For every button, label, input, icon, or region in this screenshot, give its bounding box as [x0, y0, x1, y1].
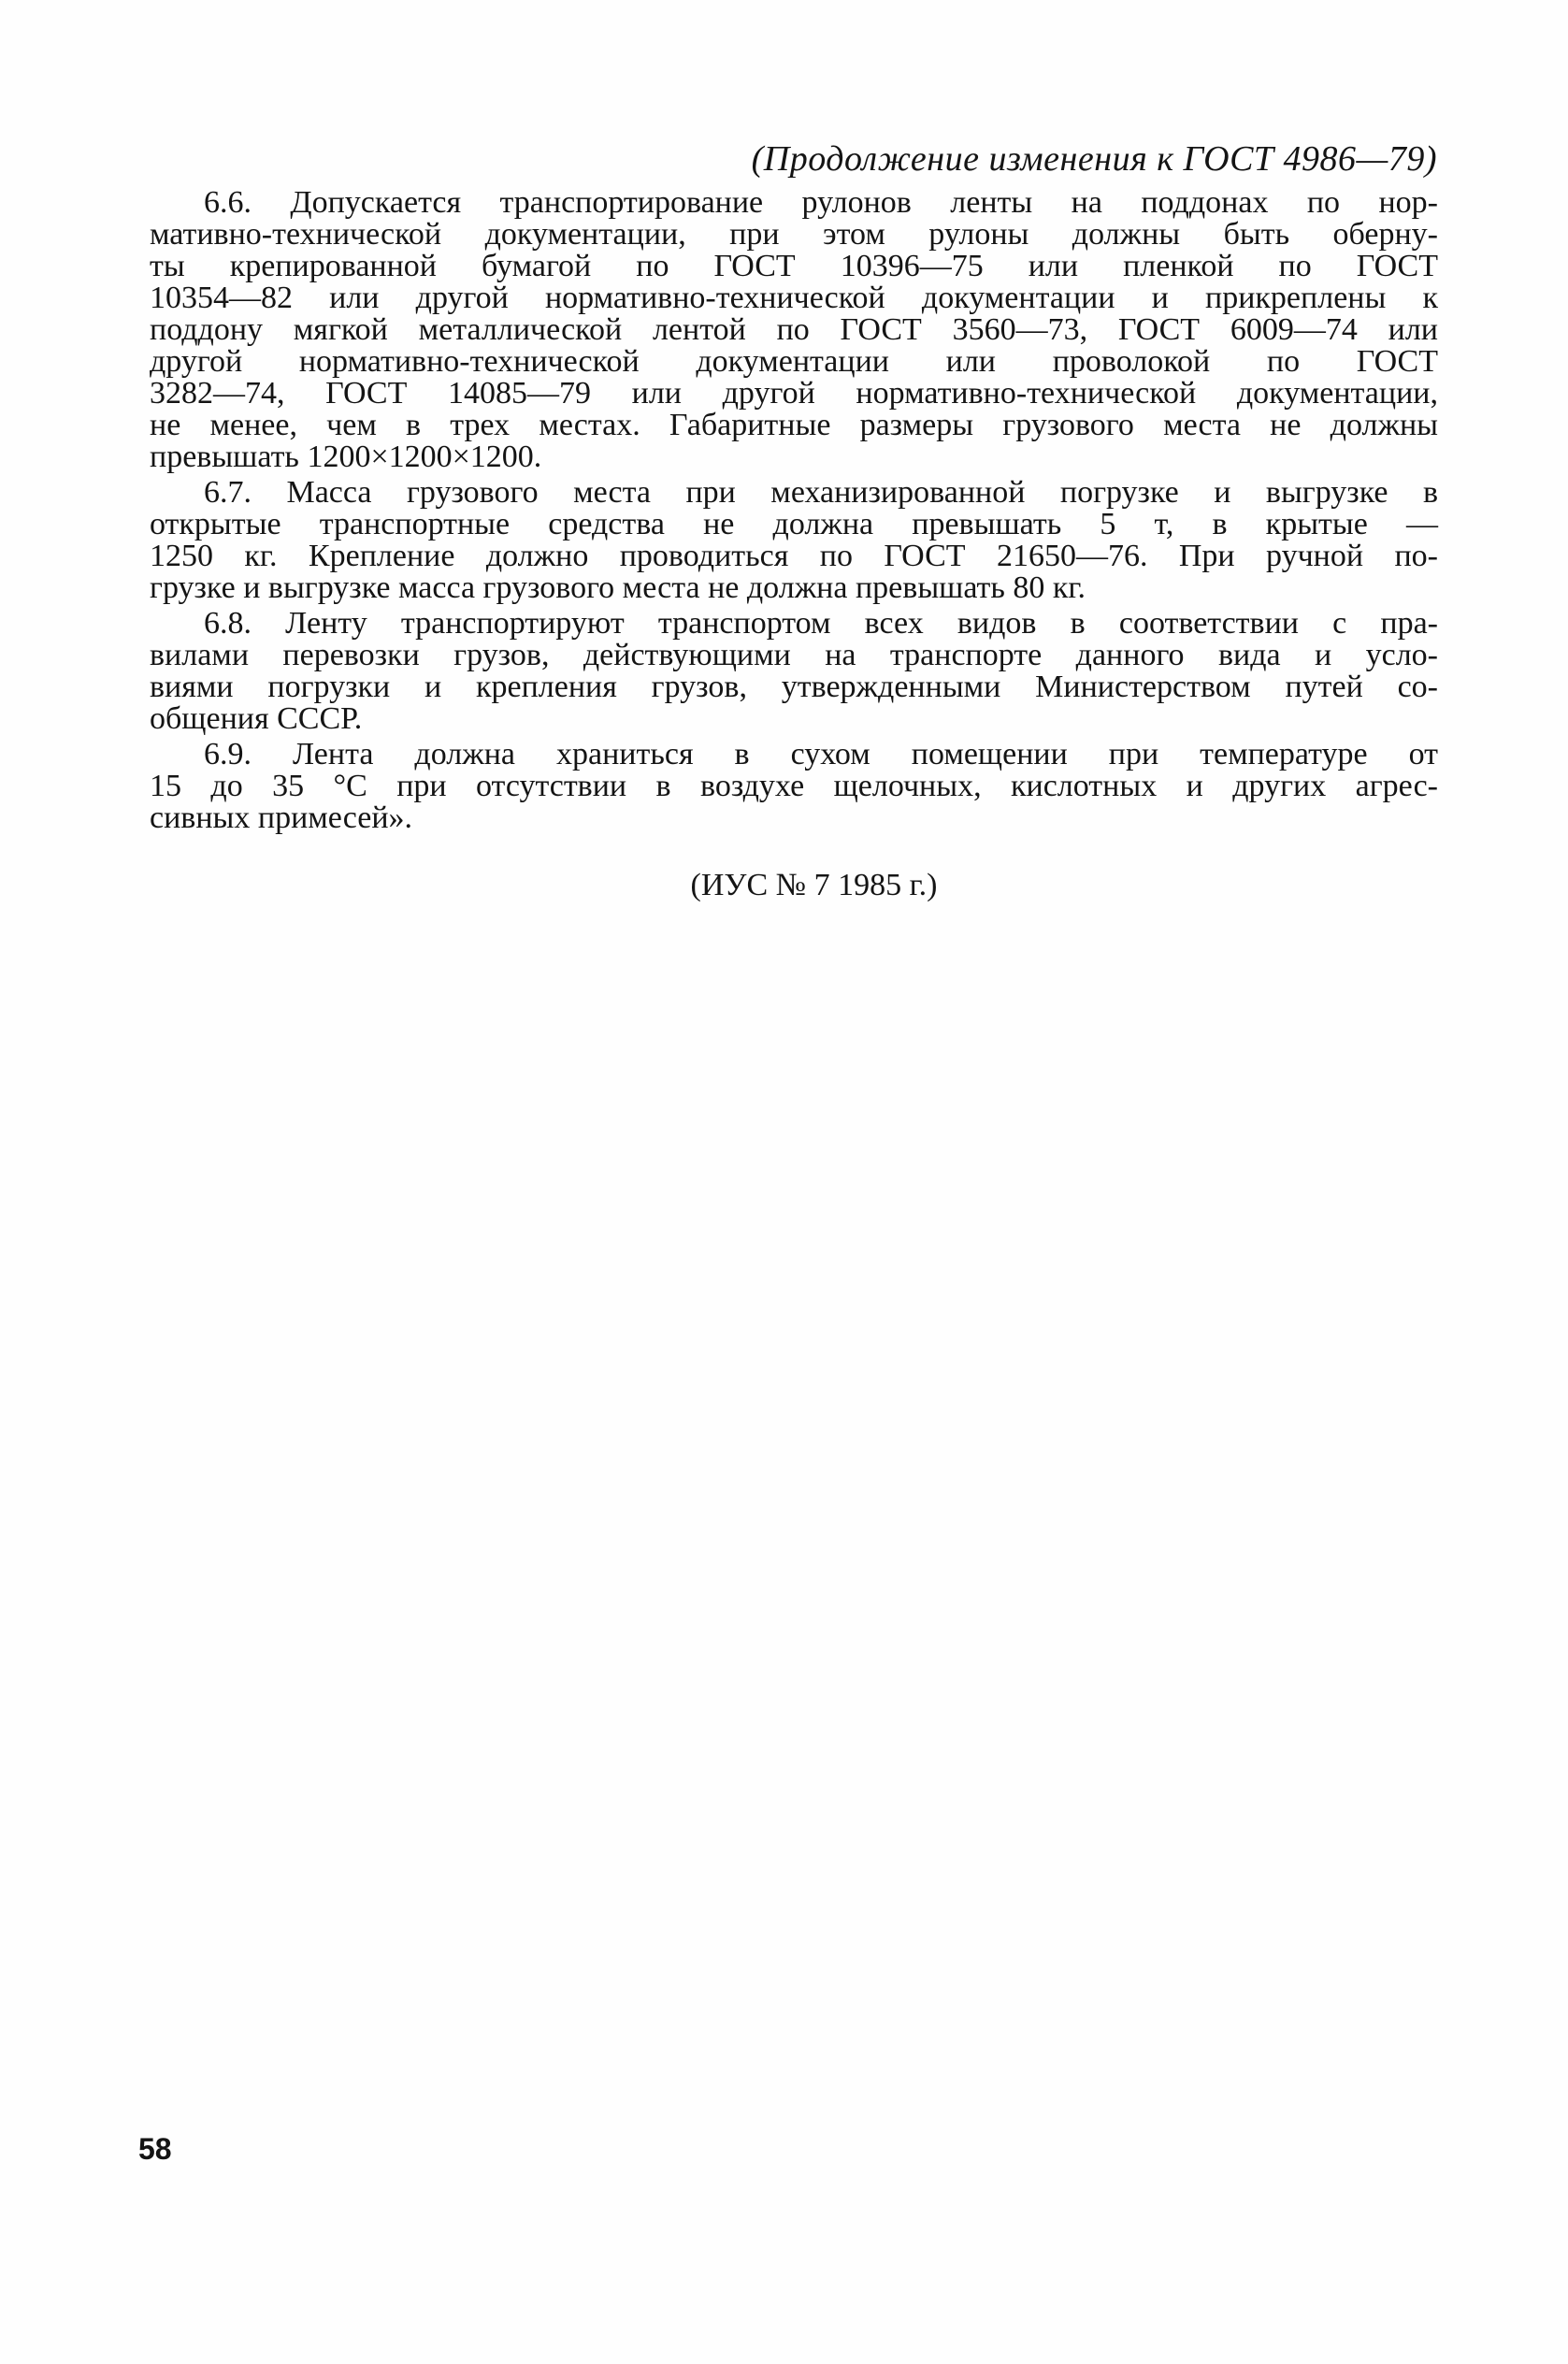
text-line: грузке и выгрузке масса грузового места не должна превышать 80 кг. [150, 570, 1086, 605]
text-line: сивных примесей». [150, 800, 413, 835]
text-line: 3282—74, ГОСТ 14085—79 или другой нормативно-технической документации, [150, 376, 1438, 411]
text-line: мативно-технической документации, при этом рулоны должны быть оберну- [150, 217, 1438, 252]
page-header: (Продолжение изменения к ГОСТ 4986—79) [751, 139, 1437, 179]
text-line: общения СССР. [150, 701, 363, 736]
paragraph-6-9 [150, 739, 1438, 834]
text-line: 15 до 35 °С при отсутствии в воздухе щелочных, кислотных и других агрес- [150, 769, 1438, 803]
paragraph-6-8 [150, 608, 1438, 735]
text-line: превышать 1200×1200×1200. [150, 440, 542, 474]
text-line: 6.8. Ленту транспортируют транспортом всех видов в соответствии с пра- [204, 606, 1438, 641]
paragraph-6-7 [150, 477, 1438, 604]
text-line: 1250 кг. Крепление должно проводиться по ГОСТ 21650—76. При ручной по- [150, 539, 1438, 573]
text-line: 6.6. Допускается транспортирование рулонов ленты на поддонах по нор- [204, 185, 1438, 220]
text-line: поддону мягкой металлической лентой по ГОСТ 3560—73, ГОСТ 6009—74 или [150, 312, 1438, 347]
text-line: 10354—82 или другой нормативно-технической документации и прикреплены к [150, 281, 1438, 315]
source-reference-text: (ИУС № 7 1985 г.) [690, 868, 938, 902]
text-line: другой нормативно-технической документации или проволокой по ГОСТ [150, 344, 1438, 379]
text-line: ты крепированной бумагой по ГОСТ 10396—75 или пленкой по ГОСТ [150, 249, 1438, 283]
text-line: 6.9. Лента должна храниться в сухом помещении при температуре от [204, 737, 1438, 771]
text-line: 6.7. Масса грузового места при механизированной погрузке и выгрузке в [204, 475, 1438, 510]
text-line: не менее, чем в трех местах. Габаритные размеры грузового места не должны [150, 408, 1438, 442]
document-body [150, 187, 1438, 838]
text-line: вилами перевозки грузов, действующими на транспорте данного вида и усло- [150, 638, 1438, 672]
source-reference [0, 868, 1568, 903]
page-number: 58 [138, 2132, 172, 2166]
paragraph-6-6 [150, 187, 1438, 473]
text-line: открытые транспортные средства не должна превышать 5 т, в крытые — [150, 507, 1438, 541]
text-line: виями погрузки и крепления грузов, утвержденными Министерством путей со- [150, 670, 1438, 704]
